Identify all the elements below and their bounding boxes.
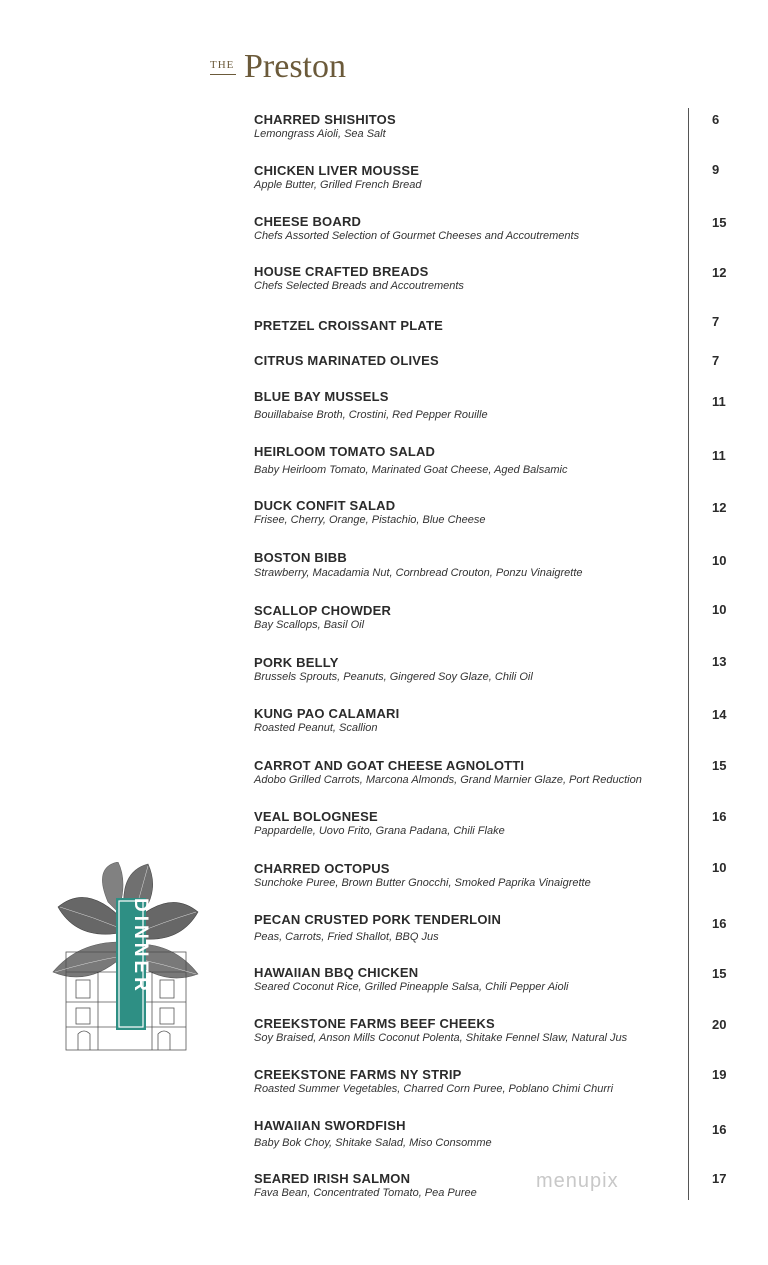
menu-item-price: 16 — [712, 1122, 727, 1137]
menu-item-price: 15 — [712, 758, 727, 773]
menu-item — [254, 264, 734, 304]
menu-item-description: Roasted Summer Vegetables, Charred Corn Puree, Poblano Chimi Churri — [254, 1083, 614, 1095]
watermark-text: menupix — [536, 1170, 619, 1192]
menu-item-price: 19 — [712, 1067, 727, 1082]
menu-item-price: 11 — [712, 448, 726, 463]
menu-item-description: Bouillabaise Broth, Crostini, Red Pepper Rouille — [254, 409, 488, 421]
menu-item — [254, 965, 734, 1005]
menu-item-description: Seared Coconut Rice, Grilled Pineapple Salsa, Chili Pepper Aioli — [254, 981, 569, 993]
menu-item-name: CARROT AND GOAT CHEESE AGNOLOTTI — [254, 758, 525, 773]
menu-item-name: SEARED IRISH SALMON — [254, 1171, 411, 1186]
menu-item-description: Peas, Carrots, Fried Shallot, BBQ Jus — [254, 931, 439, 943]
menu-item-description: Baby Bok Choy, Shitake Salad, Miso Consomme — [254, 1137, 492, 1149]
menu-item-name: HAWAIIAN SWORDFISH — [254, 1118, 406, 1133]
menu-item-price: 16 — [712, 809, 727, 824]
plant-building-illustration — [48, 862, 202, 1052]
menu-item-description: Bay Scallops, Basil Oil — [254, 619, 365, 631]
menu-item-description: Adobo Grilled Carrots, Marcona Almonds, Grand Marnier Glaze, Port Reduction — [254, 774, 642, 786]
menu-item-name: PORK BELLY — [254, 655, 339, 670]
menu-item-name: CREEKSTONE FARMS NY STRIP — [254, 1067, 462, 1082]
menu-item — [254, 912, 734, 952]
menu-item — [254, 163, 734, 203]
menu-item-name: BOSTON BIBB — [254, 550, 347, 565]
menu-item-price: 15 — [712, 215, 727, 230]
menu-item-description: Fava Bean, Concentrated Tomato, Pea Puree — [254, 1187, 477, 1199]
menu-item-name: CHEESE BOARD — [254, 214, 362, 229]
menu-item-price: 7 — [712, 314, 720, 329]
menu-item — [254, 1171, 734, 1211]
menu-item — [254, 655, 734, 695]
menu-item — [254, 603, 734, 643]
menu-item-description: Sunchoke Puree, Brown Butter Gnocchi, Smoked Paprika Vinaigrette — [254, 877, 591, 889]
menu-item — [254, 550, 734, 590]
menu-item-description: Chefs Selected Breads and Accoutrements — [254, 280, 464, 292]
menu-item-price: 13 — [712, 654, 727, 669]
menu-item-price: 6 — [712, 112, 720, 127]
menu-item — [254, 1067, 734, 1107]
menu-item-price: 10 — [712, 602, 727, 617]
menu-item-description: Apple Butter, Grilled French Bread — [254, 179, 422, 191]
menu-item-price: 12 — [712, 265, 727, 280]
menu-item-description: Roasted Peanut, Scallion — [254, 722, 378, 734]
menu-item-name: CHARRED OCTOPUS — [254, 861, 390, 876]
menu-item — [254, 758, 734, 798]
menu-item — [254, 706, 734, 746]
menu-item-price: 16 — [712, 916, 727, 931]
menu-item-name: DUCK CONFIT SALAD — [254, 498, 396, 513]
menu-item-price: 14 — [712, 707, 727, 722]
menu-item-price: 10 — [712, 553, 727, 568]
menu-item-price: 11 — [712, 394, 726, 409]
menu-item-description: Soy Braised, Anson Mills Coconut Polenta, Shitake Fennel Slaw, Natural Jus — [254, 1032, 628, 1044]
menu-item — [254, 112, 734, 152]
menu-item — [254, 314, 734, 358]
menu-item-name: CHARRED SHISHITOS — [254, 112, 396, 127]
menu-item-price: 17 — [712, 1171, 727, 1186]
menu-item-name: HAWAIIAN BBQ CHICKEN — [254, 965, 419, 980]
menu-item — [254, 214, 734, 254]
menu-item — [254, 861, 734, 901]
menu-item-name: KUNG PAO CALAMARI — [254, 706, 400, 721]
menu-item-description: Frisee, Cherry, Orange, Pistachio, Blue Cheese — [254, 514, 486, 526]
menu-item-name: BLUE BAY MUSSELS — [254, 389, 389, 404]
dinner-label: DINNER — [130, 898, 151, 995]
menu-item-name: CHICKEN LIVER MOUSSE — [254, 163, 420, 178]
menu-item-name: CREEKSTONE FARMS BEEF CHEEKS — [254, 1016, 495, 1031]
menu-item — [254, 809, 734, 849]
menu-item-name: CITRUS MARINATED OLIVES — [254, 353, 439, 368]
menu-item-name: HOUSE CRAFTED BREADS — [254, 264, 429, 279]
menu-item-price: 10 — [712, 860, 727, 875]
brand-name: Preston — [244, 48, 346, 85]
menu-item-description: Strawberry, Macadamia Nut, Cornbread Crouton, Ponzu Vinaigrette — [254, 567, 583, 579]
menu-item-price: 7 — [712, 353, 720, 368]
menu-item-name: PECAN CRUSTED PORK TENDERLOIN — [254, 912, 502, 927]
menu-item-name: PRETZEL CROISSANT PLATE — [254, 318, 444, 333]
menu-item-description: Chefs Assorted Selection of Gourmet Cheeses and Accoutrements — [254, 230, 580, 242]
menu-item-price: 20 — [712, 1017, 727, 1032]
menu-item-price: 12 — [712, 500, 727, 515]
menu-item-description: Lemongrass Aioli, Sea Salt — [254, 128, 386, 140]
menu-item-description: Pappardelle, Uovo Frito, Grana Padana, Chili Flake — [254, 825, 505, 837]
menu-item — [254, 353, 734, 393]
menu-item-name: SCALLOP CHOWDER — [254, 603, 392, 618]
menu-item — [254, 1118, 734, 1158]
menu-item-name: VEAL BOLOGNESE — [254, 809, 378, 824]
menu-item — [254, 444, 734, 484]
brand-the: THE — [210, 59, 238, 71]
menu-item-description: Brussels Sprouts, Peanuts, Gingered Soy Glaze, Chili Oil — [254, 671, 533, 683]
menu-item — [254, 1016, 734, 1056]
menu-item-description: Baby Heirloom Tomato, Marinated Goat Cheese, Aged Balsamic — [254, 464, 568, 476]
menu-item — [254, 389, 734, 429]
menu-item-name: HEIRLOOM TOMATO SALAD — [254, 444, 436, 459]
menu-item-price: 15 — [712, 966, 727, 981]
menu-item — [254, 498, 734, 538]
menu-item-price: 9 — [712, 162, 720, 177]
